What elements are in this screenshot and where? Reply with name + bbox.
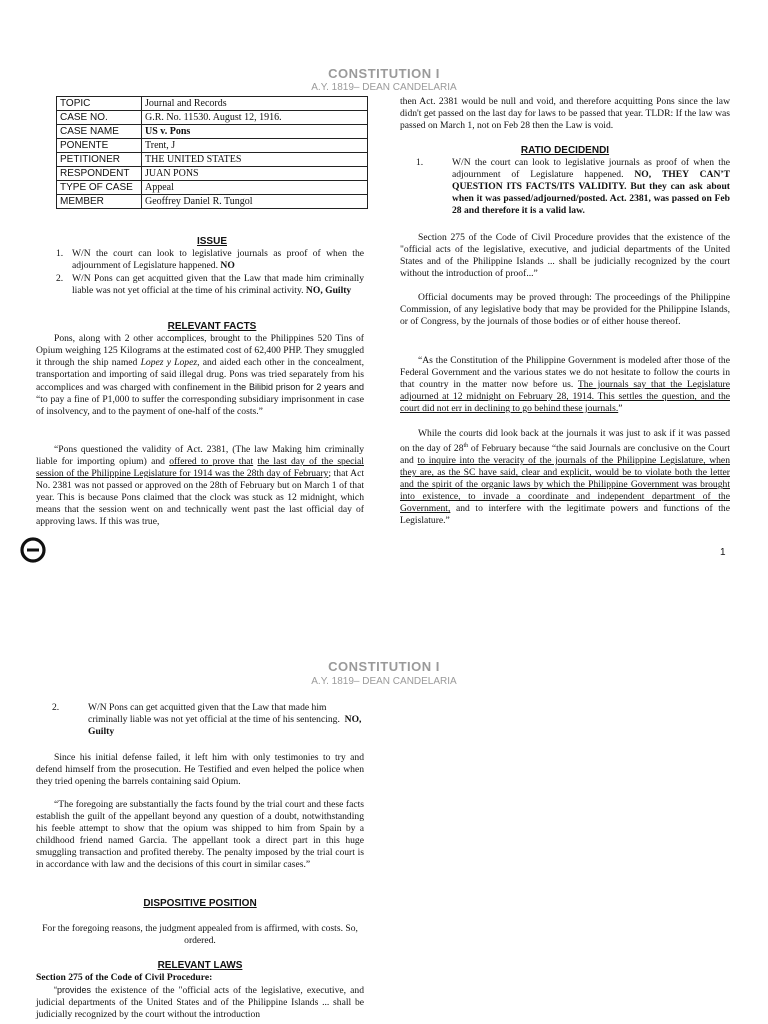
section-275-paragraph [400, 232, 730, 280]
item-number: 2. [52, 702, 60, 713]
text: W/N the court can look to legislative journals as proof of when the adjournment of Legislature happened. [452, 157, 730, 180]
text: ” [618, 403, 623, 414]
text: Section 275 of the Code of Civil Procedure provides that the existence of the "official acts of the legislative, executive, and judicial departments of the United States and of the Philippine Islands ... shall be judicially recognized by [400, 232, 730, 267]
official-documents-paragraph [400, 292, 730, 328]
table-row [57, 167, 368, 181]
row-value: THE UNITED STATES [142, 153, 368, 167]
row-key: CASE NO. [57, 111, 142, 125]
issue-heading: ISSUE [196, 236, 227, 247]
item-number: 1. [56, 248, 64, 259]
row-value: US v. Pons [142, 125, 368, 139]
text: , and aided each other in the concealment, transportation and importing of said illegal drug. Pons was tried separately from his accomplices and was charged with confinement in [36, 357, 364, 393]
laws-subheading: Section 275 of the Code of Civil Procedure: [36, 972, 213, 983]
item-number: 2. [56, 273, 64, 284]
facts-paragraph-2 [36, 444, 364, 528]
issue-text: W/N the court can look to legislative journals as proof of when the adjournment of Legislature happened. [72, 248, 364, 271]
table-row [57, 139, 368, 153]
text: “The foregoing are substantially the facts found by the trial court and these facts establish the guilt of the appellant beyond any question of a doubt, notwithstanding his feeble attempt to show that the opium was shipped to him from Spain by a childhood friend named Garcia. The appellant took a direct part in this huge smuggling transaction and profited thereby. The penalty imposed by the trial court is in accordance with law and the decisions of this court in similar cases.” [36, 799, 364, 870]
row-key: MEMBER [57, 195, 142, 209]
row-key: CASE NAME [57, 125, 142, 139]
document-subtitle: A.Y. 1819– DEAN CANDELARIA [311, 676, 457, 687]
list-item [56, 248, 364, 272]
table-row [57, 125, 368, 139]
row-key: TOPIC [57, 97, 142, 111]
issue-answer: NO, Guilty [88, 714, 362, 737]
text: then Act. 2381 would be null and void, and therefore acquitting Pons since the law didn't get passed on the last day for laws to be passed that year. TLDR: If the law was passed on March 1, not on Feb 28 then the Law is void. [400, 96, 730, 131]
text: the Bilibid prison for 2 years and [233, 382, 364, 392]
row-key: RESPONDENT [57, 167, 142, 181]
issue-list [56, 248, 364, 298]
since-paragraph [36, 752, 364, 788]
table-row [57, 195, 368, 209]
text: “to pay a fine of P1,000 to suffer the corresponding subsidiary imprisonment in case of insolvency, and to the payment of one-half of the costs.” [36, 394, 364, 417]
issue-answer: NO [220, 260, 235, 271]
text: Pons, along with 2 other accomplices, brought to the Philippines 520 Tins of Opium weighing 125 Kilograms at the estimated cost of 62,400 PHP. They smuggled it through the ship named [36, 333, 364, 368]
text: Since his initial defense failed, it left him with only testimonies to try and defend himself from the prosecution. He Testified and even helped the police when they tried opening the barrels containing said Opium. [36, 752, 364, 787]
issue-answer: NO, Guilty [305, 285, 352, 296]
page-number: 1 [720, 547, 726, 558]
journals-paragraph [400, 428, 730, 527]
row-key: TYPE OF CASE [57, 181, 142, 195]
constitution-paragraph [400, 355, 730, 415]
underlined-text: The journals say that the Legislature adjourned at 12 midnight on February 28, 1914. This settles the question, and the court did not err in declining to go behind these journals. [400, 379, 730, 414]
document-subtitle: A.Y. 1819– DEAN CANDELARIA [311, 82, 457, 93]
text: While the courts did look back at the journals it was just to ask if it was passed on the day of 28 [400, 428, 730, 455]
underlined-text: offered to prove that [169, 456, 254, 467]
superscript: th [463, 443, 469, 449]
table-row [57, 153, 368, 167]
table-row [57, 181, 368, 195]
relevant-laws-text [36, 972, 364, 1021]
ratio-item [416, 157, 730, 217]
issue-2-item [52, 702, 364, 738]
row-key: PONENTE [57, 139, 142, 153]
text: of February because “the said Journals are conclusive on the Court and [400, 443, 730, 467]
underlined-text: the last day of the special session of the Philippine Legislature for 1914 was the 28th day of February [36, 456, 364, 479]
issue-text: W/N Pons can get acquitted given that the Law that made him criminally liable was not yet official at the time of his criminal activity. [72, 273, 364, 296]
case-info-table [56, 96, 368, 209]
row-value: Journal and Records [142, 97, 368, 111]
text: Official documents may be proved through: The proceedings of the Philippine Commission, of any legislative body that may be provided for the Philippine Islands, or of Congress, by the journals of those bodies or of either house thereof. [400, 292, 730, 327]
item-number: 1. [416, 157, 424, 168]
dispositive-text [36, 923, 364, 947]
text: “As the Constitution of the Philippine Government is modeled after those of the Federal Government and the various states we do not hesitate to follow the courts in that country in the matter now before us. [400, 355, 730, 390]
text: ; that Act No. 2381 was not passed or approved on the 28th of February but on March 1 of that year. This is because Pons claimed that the clock was stuck as 12 midnight, which means that the session went on and technically went past the last official day of approving laws. If this was true, [36, 468, 364, 527]
text: W/N Pons can get acquitted given that the Law that made him criminally liable was not yet official at the time of his sentencing. [88, 702, 340, 725]
foregoing-paragraph [36, 799, 364, 871]
text: “provides [54, 985, 92, 995]
facts-continuation [400, 96, 730, 132]
text: the existence of the "official acts of the legislative, executive, and judicial departments of the United States and of the Philippine Islands ... shall be judicially recognized by the court without the introduction [36, 985, 364, 1020]
facts-heading: RELEVANT FACTS [167, 321, 257, 332]
document-title: CONSTITUTION I [328, 66, 440, 81]
logo-icon [20, 537, 46, 563]
table-row [57, 97, 368, 111]
ratio-answer: NO, THEY CAN’T QUESTION ITS FACTS/ITS VALIDITY. But they can ask about when it was passed/adjourned/posted. Act. 2381, was passed on Feb 28 and therefore it is a valid law. [452, 169, 730, 216]
text: and to interfere with the legitimate powers and functions of the Legislature.” [400, 503, 730, 527]
underlined-text: to inquire into the veracity of the journals of the Philippine Legislature, when they are, as the SC have said, clear and explicit, would be to violate both the letter and the spirit of the organic laws by which the Philippine Government was brought into existence, to invade a coordinate and independent department of the Government, [400, 455, 730, 515]
row-key: PETITIONER [57, 153, 142, 167]
page-2 [0, 640, 768, 1024]
facts-paragraph-1 [36, 333, 364, 418]
ratio-heading: RATIO DECIDENDI [520, 145, 610, 156]
document-title: CONSTITUTION I [328, 659, 440, 674]
row-value: Geoffrey Daniel R. Tungol [142, 195, 368, 209]
row-value: Appeal [142, 181, 368, 195]
text: Lopez y Lopez [140, 357, 198, 368]
row-value: Trent, J [142, 139, 368, 153]
table-row [57, 111, 368, 125]
row-value: JUAN PONS [142, 167, 368, 181]
list-item [56, 273, 364, 297]
text: ...” [526, 268, 538, 279]
text: For the foregoing reasons, the judgment appealed from is affirmed, with costs. So, ordered. [42, 923, 358, 946]
dispositive-heading: DISPOSITIVE POSITION [143, 898, 257, 909]
underlined-text: the court without the introduction of proof [400, 256, 730, 279]
row-value: G.R. No. 11530. August 12, 1916. [142, 111, 368, 125]
text: “Pons questioned the validity of Act. 2381, (The law Making him criminally liable for importing opium) and [36, 444, 364, 467]
relevant-laws-heading: RELEVANT LAWS [157, 960, 243, 971]
